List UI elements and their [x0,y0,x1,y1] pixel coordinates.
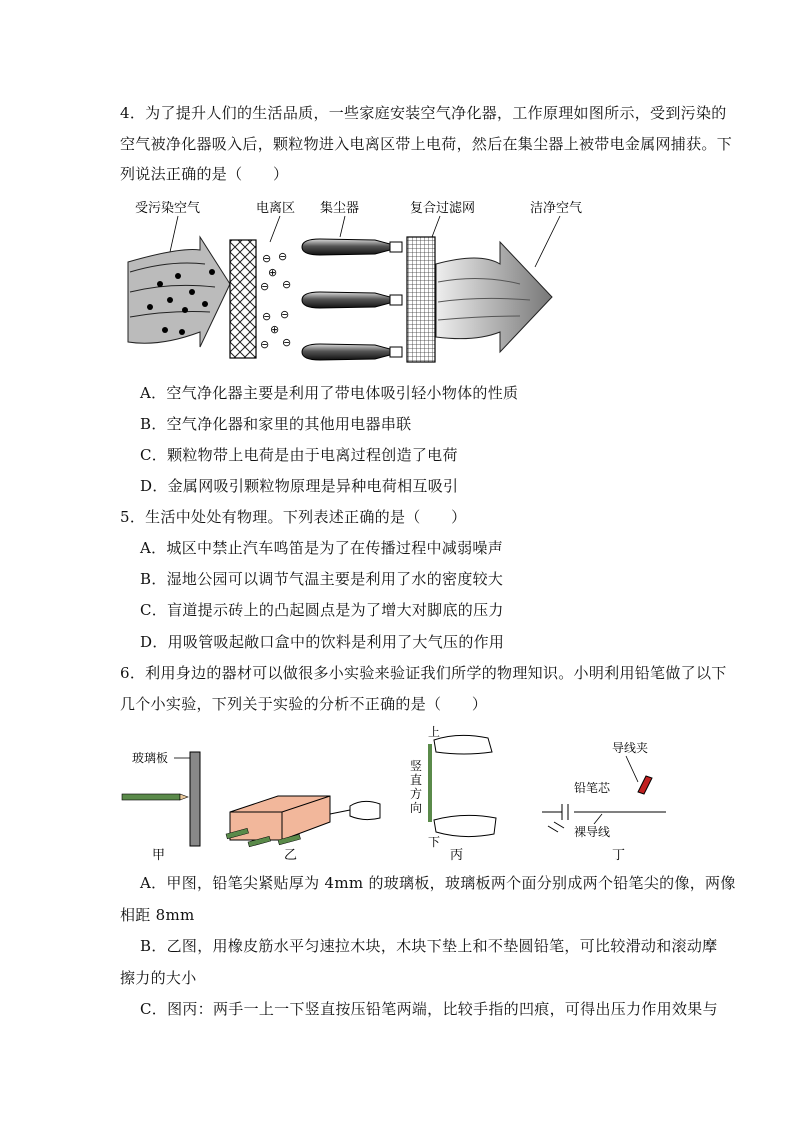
q4-option-b[interactable]: B．空气净化器和家里的其他用电器串联 [140,415,412,433]
q4-option-a[interactable]: A．空气净化器主要是利用了带电体吸引轻小物体的性质 [140,384,519,402]
q6-option-b-line1[interactable]: B．乙图，用橡皮筋水平匀速拉木块，木块下垫上和不垫圆铅笔，可比较滑动和滚动摩 [140,937,718,955]
svg-text:⊖: ⊖ [262,310,272,323]
figure-jia-label: 甲 [152,848,166,863]
up-label: 上 [428,725,441,739]
q6-stem-line1: 6．利用身边的器材可以做很多小实验来验证我们所学的物理知识。小明利用铅笔做了以下 [120,664,727,682]
q5-stem: 5．生活中处处有物理。下列表述正确的是（ ） [120,508,467,526]
q6-option-a-line1[interactable]: A．甲图，铅笔尖紧贴厚为 4mm 的玻璃板，玻璃板两个面分别成两个铅笔尖的像，两像 [140,874,736,892]
pencil-core-label: 铅笔芯 [574,781,611,795]
clip-icon [638,776,652,794]
ions [260,250,291,351]
svg-text:⊖: ⊖ [282,278,292,291]
svg-text:向: 向 [410,801,423,815]
label-dust-collector: 集尘器 [320,201,360,216]
q4-option-d[interactable]: D．金属网吸引颗粒物原理是异种电荷相互吸引 [140,477,459,495]
clip-label: 导线夹 [612,741,649,755]
label-composite-filter: 复合过滤网 [410,201,476,216]
q6-stem-line2: 几个小实验，下列关于实验的分析不正确的是（ ） [120,695,488,713]
pencil-jia [122,794,180,800]
svg-text:⊖: ⊖ [282,336,292,349]
svg-text:⊖: ⊖ [260,338,270,351]
svg-text:直: 直 [410,773,423,787]
hand-bottom [434,815,496,836]
down-label: 下 [428,835,441,849]
figure-bing-label: 丙 [450,848,464,863]
dust-collectors [302,239,402,360]
q5-option-a[interactable]: A．城区中禁止汽车鸣笛是为了在传播过程中减弱噪声 [140,539,504,557]
ionization-panel [230,240,256,358]
air-purifier-diagram [120,192,600,367]
svg-text:⊖: ⊖ [262,252,272,265]
svg-text:⊕: ⊕ [268,266,278,279]
q4-option-c[interactable]: C．颗粒物带上电荷是由于电离过程创造了电荷 [140,446,458,464]
bare-wire-label: 裸导线 [574,825,611,839]
glass-plate-label: 玻璃板 [132,751,169,765]
q6-option-c-line1[interactable]: C．图丙：两手一上一下竖直按压铅笔两端，比较手指的凹痕，可得出压力作用效果与 [140,1000,718,1018]
hand-yi [350,801,380,819]
q5-option-b[interactable]: B．湿地公园可以调节气温主要是利用了水的密度较大 [140,570,504,588]
svg-text:⊖: ⊖ [278,250,288,263]
svg-text:方: 方 [410,787,423,801]
composite-filter [407,237,435,362]
svg-text:⊕: ⊕ [270,323,280,336]
q5-option-d[interactable]: D．用吸管吸起敞口盒中的饮料是利用了大气压的作用 [140,633,505,651]
svg-text:⊖: ⊖ [280,308,290,321]
q6-option-b-line2: 擦力的大小 [120,969,197,987]
label-polluted-air: 受污染空气 [135,201,201,216]
pencil-experiments-diagram [118,722,678,864]
hand-top [434,735,492,754]
svg-text:⊖: ⊖ [260,280,270,293]
clean-air-arrow [436,242,552,352]
svg-text:竖: 竖 [410,759,423,773]
glass-plate [190,752,200,846]
q4-stem-line1: 4．为了提升人们的生活品质，一些家庭安装空气净化器，工作原理如图所示，受到污染的 [120,104,727,122]
label-clean-air: 洁净空气 [530,201,583,216]
figure-yi-label: 乙 [284,848,298,863]
figure-ding-label: 丁 [612,848,626,863]
q5-option-c[interactable]: C．盲道提示砖上的凸起圆点是为了增大对脚底的压力 [140,601,504,619]
q6-option-a-line2: 相距 8mm [120,906,195,924]
label-ionization-zone: 电离区 [256,201,296,216]
q4-stem-line3: 列说法正确的是（ ） [120,165,289,183]
q4-stem-line2: 空气被净化器吸入后，颗粒物进入电离区带上电荷，然后在集尘器上被带电金属网捕获。下 [120,135,733,153]
polluted-air-arrow [128,237,230,347]
